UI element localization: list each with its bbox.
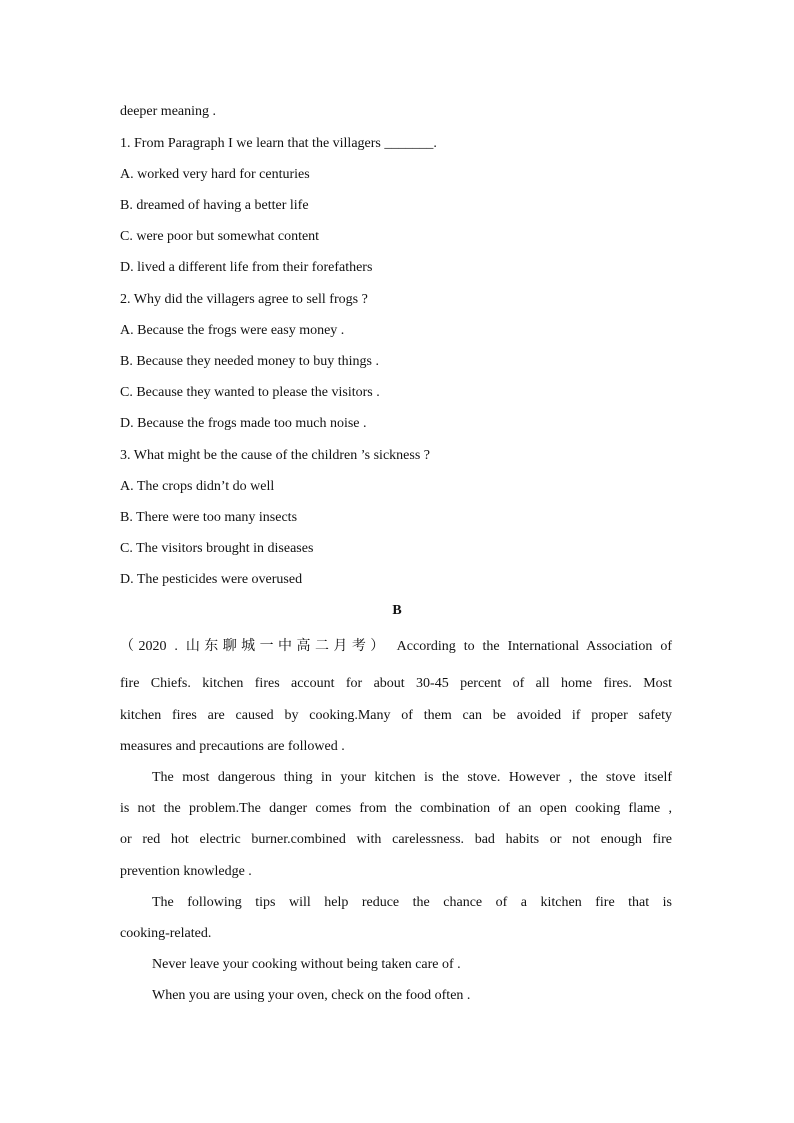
intro-tail: deeper meaning .	[120, 104, 217, 119]
section-b-heading: B	[392, 603, 402, 618]
source-line-4: measures and precautions are followed .	[120, 739, 345, 754]
question-3-stem: 3. What might be the cause of the children ’s sickness ?	[120, 448, 430, 463]
question-1-option-b: B. dreamed of having a better life	[120, 198, 309, 213]
para3-line-2: cooking-related.	[120, 926, 212, 941]
tip-1: Never leave your cooking without being taken care of .	[152, 957, 461, 972]
question-2-option-b: B. Because they needed money to buy things .	[120, 354, 379, 369]
para2-line-2: is not the problem.The danger comes from the combination of an open cooking flame ,	[120, 801, 672, 816]
source-line-3: kitchen fires are caused by cooking.Many of them can be avoided if proper safety	[120, 708, 672, 723]
para2-line-4: prevention knowledge .	[120, 864, 252, 879]
question-2-stem: 2. Why did the villagers agree to sell frogs ?	[120, 292, 368, 307]
question-3-option-d: D. The pesticides were overused	[120, 572, 303, 587]
para3-line-1: The following tips will help reduce the chance of a kitchen fire that is	[152, 895, 672, 910]
question-3-option-c: C. The visitors brought in diseases	[120, 541, 314, 556]
para2-line-3: or red hot electric burner.combined with carelessness. bad habits or not enough fire	[120, 832, 672, 847]
question-1-option-d: D. lived a different life from their forefathers	[120, 260, 373, 275]
question-3-option-b: B. There were too many insects	[120, 510, 298, 525]
question-1-stem: 1. From Paragraph I we learn that the villagers _______.	[120, 136, 437, 151]
tip-2: When you are using your oven, check on the food often .	[152, 988, 471, 1003]
question-2-option-d: D. Because the frogs made too much noise .	[120, 416, 367, 431]
question-1-option-a: A. worked very hard for centuries	[120, 167, 310, 182]
question-2-option-c: C. Because they wanted to please the visitors .	[120, 385, 380, 400]
source-line-1: （2020 . 山东聊城一中高二月考） According to the International Association of	[120, 639, 672, 654]
question-3-option-a: A. The crops didn’t do well	[120, 479, 275, 494]
question-2-option-a: A. Because the frogs were easy money .	[120, 323, 345, 338]
question-1-option-c: C. were poor but somewhat content	[120, 229, 320, 244]
source-line-2: fire Chiefs. kitchen fires account for about 30-45 percent of all home fires. Most	[120, 676, 672, 691]
para2-line-1: The most dangerous thing in your kitchen is the stove. However , the stove itself	[152, 770, 672, 785]
